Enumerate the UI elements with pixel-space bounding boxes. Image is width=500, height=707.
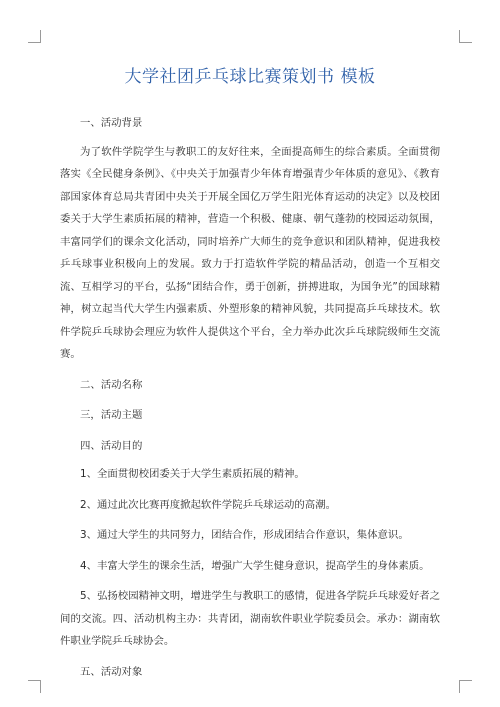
section-heading-name: 二、活动名称 — [80, 378, 143, 391]
document-body — [60, 112, 440, 689]
page-corner-mark-bottom-right — [459, 680, 472, 693]
purpose-item: 3、通过大学生的共同努力，团结合作，形成团结合作意识，集体意识。 — [80, 529, 409, 541]
section-heading-audience: 五、活动对象 — [80, 665, 143, 678]
section-heading-theme: 三，活动主题 — [80, 409, 143, 421]
purpose-item: 5、弘扬校园精神文明，增进学生与教职工的感情，促进各学院乒乓球爱好者之间的交流。四、活动机构主办：共青团，湖南软件职业学院委员会。承办：湖南软件职业学院乒乓球协会。 — [60, 590, 440, 647]
page-corner-mark-top-left — [28, 30, 41, 43]
purpose-item: 2、通过此次比赛再度掀起软件学院乒乓球运动的高潮。 — [80, 498, 336, 511]
section-heading-purpose: 四、活动目的 — [80, 439, 143, 452]
section-heading-background: 一、活动背景 — [80, 117, 143, 129]
purpose-item: 1、全面贯彻校团委关于大学生素质拓展的精神。 — [80, 468, 305, 480]
page-corner-mark-top-right — [459, 30, 472, 43]
background-paragraph: 为了软件学院学生与教职工的友好往来，全面提高师生的综合素质。全面贯彻落实《全民健身条例》、《中央关于加强青少年体育增强青少年体质的意见》、《教育部国家体育总局共青团中央关于开展全国亿万学生阳光体育运动的决定》以及校团委关于大学生素质拓展的精神，营造一个积极、健康、朝气蓬勃的校园运动氛围，丰富同学们的课余文化活动，同时培养广大师生的竞争意识和团队精神，促进我校乒乓球事业积极向上的发展。致力于打造软件学院的精品活动，创造一个互相交流、互相学习的平台，弘扬“团结合作，勇于创新，拼搏进取，为国争光”的国球精神，树立起当代大学生内强素质、外塑形象的精神风貌，共同提高乒乓球技术。软件学院乒乓球协会理应为软件人提供这个平台，全力举办此次乒乓球院级师生交流赛。 — [60, 145, 440, 360]
document-title: 大学社团乒乓球比赛策划书 模板 — [124, 67, 376, 87]
purpose-item: 4、丰富大学生的课余生活，增强广大学生健身意识，提高学生的身体素质。 — [80, 559, 430, 572]
page-corner-mark-bottom-left — [28, 680, 41, 693]
